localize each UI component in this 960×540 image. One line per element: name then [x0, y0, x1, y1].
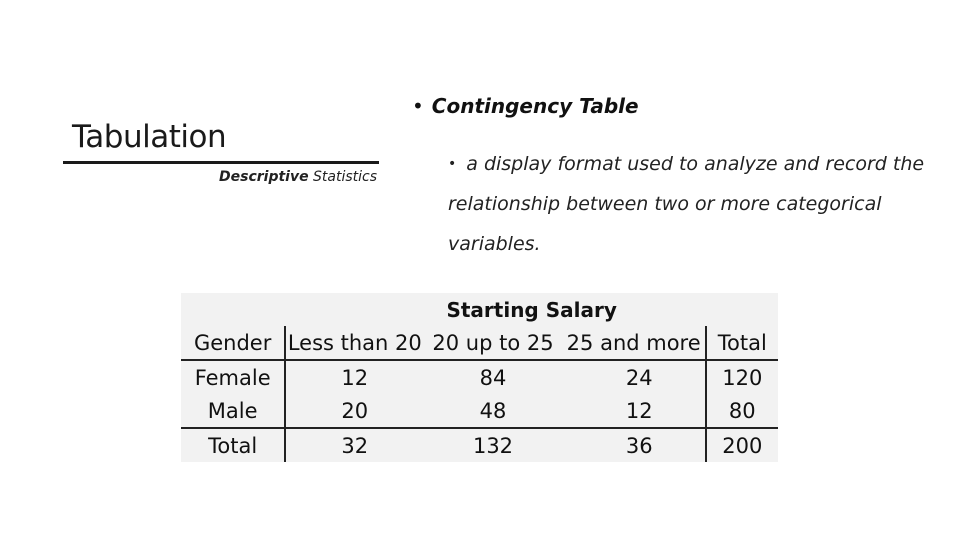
table-total-row: [181, 428, 778, 462]
table-cell: 32: [285, 428, 423, 462]
bullet-main: [412, 94, 639, 118]
table-header-row: [181, 326, 778, 360]
header-cell: 25 and more: [563, 326, 706, 360]
table-cell: 12: [563, 394, 706, 428]
bullet-main-text: Contingency Table: [431, 94, 639, 118]
table-cell: 80: [728, 398, 756, 423]
header-cell: Total: [706, 326, 778, 360]
table-cell: 36: [563, 428, 706, 462]
slide-title: Tabulation: [72, 119, 227, 155]
table-cell: Female: [181, 360, 285, 394]
header-cell: Gender: [181, 326, 285, 360]
table-row: [181, 394, 778, 428]
bullet-sub: [448, 144, 928, 264]
table-caption-row: [181, 293, 778, 326]
subtitle-bold: Descriptive: [219, 169, 309, 185]
table-caption: Starting Salary: [446, 297, 617, 322]
subtitle-rest: Statistics: [308, 169, 378, 185]
bullet-sub-text: a display format used to analyze and record the relationship between two or more categorical variables.: [448, 153, 925, 255]
header-cell: Less than 20: [285, 326, 423, 360]
table-cell: 200: [706, 428, 778, 462]
contingency-table: [181, 293, 778, 462]
table-cell: 120: [722, 365, 763, 390]
title-underline: [63, 161, 379, 164]
slide-subtitle: [219, 169, 377, 185]
table-cell: Total: [181, 428, 285, 462]
bullet-dot-icon: •: [448, 156, 457, 172]
table-cell: Male: [181, 394, 285, 428]
table-cell: 20: [341, 398, 369, 423]
table-cell: 132: [423, 428, 563, 462]
header-cell: 20 up to 25: [423, 326, 563, 360]
table-cell: 12: [341, 365, 369, 390]
table-row: [181, 360, 778, 394]
table-cell: 24: [563, 360, 706, 394]
table-cell: 84: [479, 365, 507, 390]
contingency-table-panel: [181, 293, 778, 462]
bullet-dot-icon: •: [412, 94, 424, 118]
table-cell: 48: [479, 398, 507, 423]
